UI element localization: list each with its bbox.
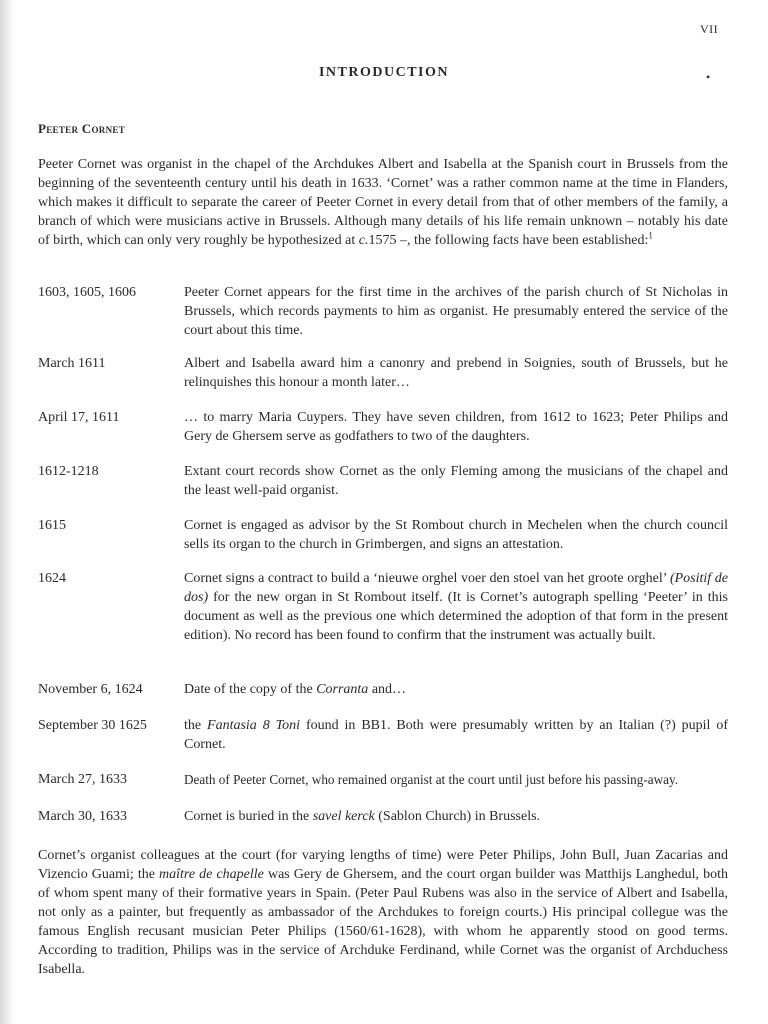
decorative-dot: •	[706, 70, 711, 84]
timeline-text: the	[184, 718, 208, 733]
page-number: VII	[700, 22, 719, 36]
timeline-date: March 27, 1633	[38, 772, 128, 787]
timeline-italic: Corranta	[316, 682, 369, 697]
timeline-italic: (Positif de dos)	[184, 571, 728, 605]
timeline-text: for the new organ in St Rombout itself. (It is Cornet’s autograph spelling ‘Peeter’ in this document as well as the previous one which determined the adoption of that form in the present edition). No record has been found to confirm that the instrument was actually built.	[184, 590, 728, 643]
timeline-description	[184, 354, 728, 392]
footnote-marker: 1	[648, 230, 653, 241]
timeline-italic: savel kerck	[312, 809, 375, 824]
page-spine-shadow	[0, 0, 14, 1024]
timeline-text: Albert and Isabella award him a canonry and prebend in Soignies, south of Brussels, but he relinquishes this honour a month later…	[184, 356, 728, 390]
circa-abbrev: c.	[358, 233, 369, 248]
timeline-date: March 30, 1633	[38, 809, 128, 824]
closing-italic: maître de chapelle	[159, 867, 264, 882]
timeline-description	[184, 283, 728, 340]
timeline-text: and…	[368, 682, 407, 697]
closing-text: was Gery de Ghersem, and the court organ builder was Matthijs Langhedul, both of whom spent many of their formative years in Spain. (Peter Paul Rubens was also in the service of Albert and Isabella, not only as a painter, but frequently as ambassador of the Archdukes to foreign courts.) His principal collegue was the famous English recusant musician Peter Philips (1560/61-1628), with whom he apparently stood on good terms. According to tradition, Philips was in the service of Archduke Ferdinand, while Cornet was the organist of Archduchess Isabella.	[38, 867, 728, 977]
timeline-text: Extant court records show Cornet as the only Fleming among the musicians of the chapel and the least well-paid organist.	[184, 464, 728, 498]
timeline-date: 1624	[38, 571, 66, 586]
timeline-text: Cornet signs a contract to build a ‘nieuwe orghel voer den stoel van het groote orghel’	[184, 571, 670, 586]
timeline-description	[184, 462, 728, 500]
timeline-text: Date of the copy of the	[184, 682, 317, 697]
timeline-date: March 1611	[38, 356, 106, 371]
intro-text: Peeter Cornet was organist in the chapel of the Archdukes Albert and Isabella at the Spanish court in Brussels from the beginning of the seventeenth century until his death in 1633. ‘Cornet’ was a rather common name at the time in Flanders, which makes it difficult to separate the career of Peeter Cornet in every detail from that of other members of the family, a branch of which were musicians active in Brussels. Although many details of his life remain unknown – notably his date of birth, which can only very roughly be hypothesized at	[38, 157, 728, 248]
page-title: INTRODUCTION	[318, 65, 449, 80]
timeline-date: April 17, 1611	[38, 410, 120, 425]
timeline-text: found in BB1. Both were presumably written by an Italian (?) pupil of Cornet.	[184, 718, 728, 752]
section-heading: Peeter Cornet	[38, 121, 125, 136]
timeline-description	[184, 770, 728, 789]
timeline-text: (Sablon Church) in Brussels.	[374, 809, 541, 824]
timeline-description	[184, 716, 728, 754]
timeline-description	[184, 569, 728, 645]
timeline-date: September 30 1625	[38, 718, 147, 733]
timeline-date: 1615	[38, 518, 66, 533]
timeline-date: November 6, 1624	[38, 682, 143, 697]
timeline-text: … to marry Maria Cuypers. They have seven children, from 1612 to 1623; Peter Philips and Gery de Ghersem serve as godfathers to two of the daughters.	[184, 410, 728, 444]
timeline-text: Peeter Cornet appears for the first time in the archives of the parish church of St Nicholas in Brussels, which records payments to him as organist. He presumably entered the service of the court about this time.	[184, 285, 728, 338]
timeline-text: Cornet is buried in the	[184, 809, 313, 824]
timeline-description	[184, 807, 728, 826]
timeline-date: 1603, 1605, 1606	[38, 285, 136, 300]
timeline-text: Cornet is engaged as advisor by the St Rombout church in Mechelen when the church council sells its organ to the church in Grimbergen, and signs an attestation.	[184, 518, 728, 552]
closing-paragraph	[38, 846, 728, 979]
timeline-description	[184, 408, 728, 446]
timeline-italic: Fantasia 8 Toni	[207, 718, 301, 733]
timeline-description	[184, 516, 728, 554]
intro-paragraph	[38, 155, 728, 250]
timeline-date: 1612-1218	[38, 464, 99, 479]
intro-text-end: 1575 –, the following facts have been established:	[368, 233, 649, 248]
timeline-description	[184, 680, 728, 699]
timeline-text: Death of Peeter Cornet, who remained organist at the court until just before his passing-away.	[184, 772, 679, 787]
closing-text: Cornet’s organist colleagues at the court (for varying lengths of time) were Peter Philips, John Bull, Juan Zacarias and Vizencio Guami; the	[38, 848, 728, 882]
